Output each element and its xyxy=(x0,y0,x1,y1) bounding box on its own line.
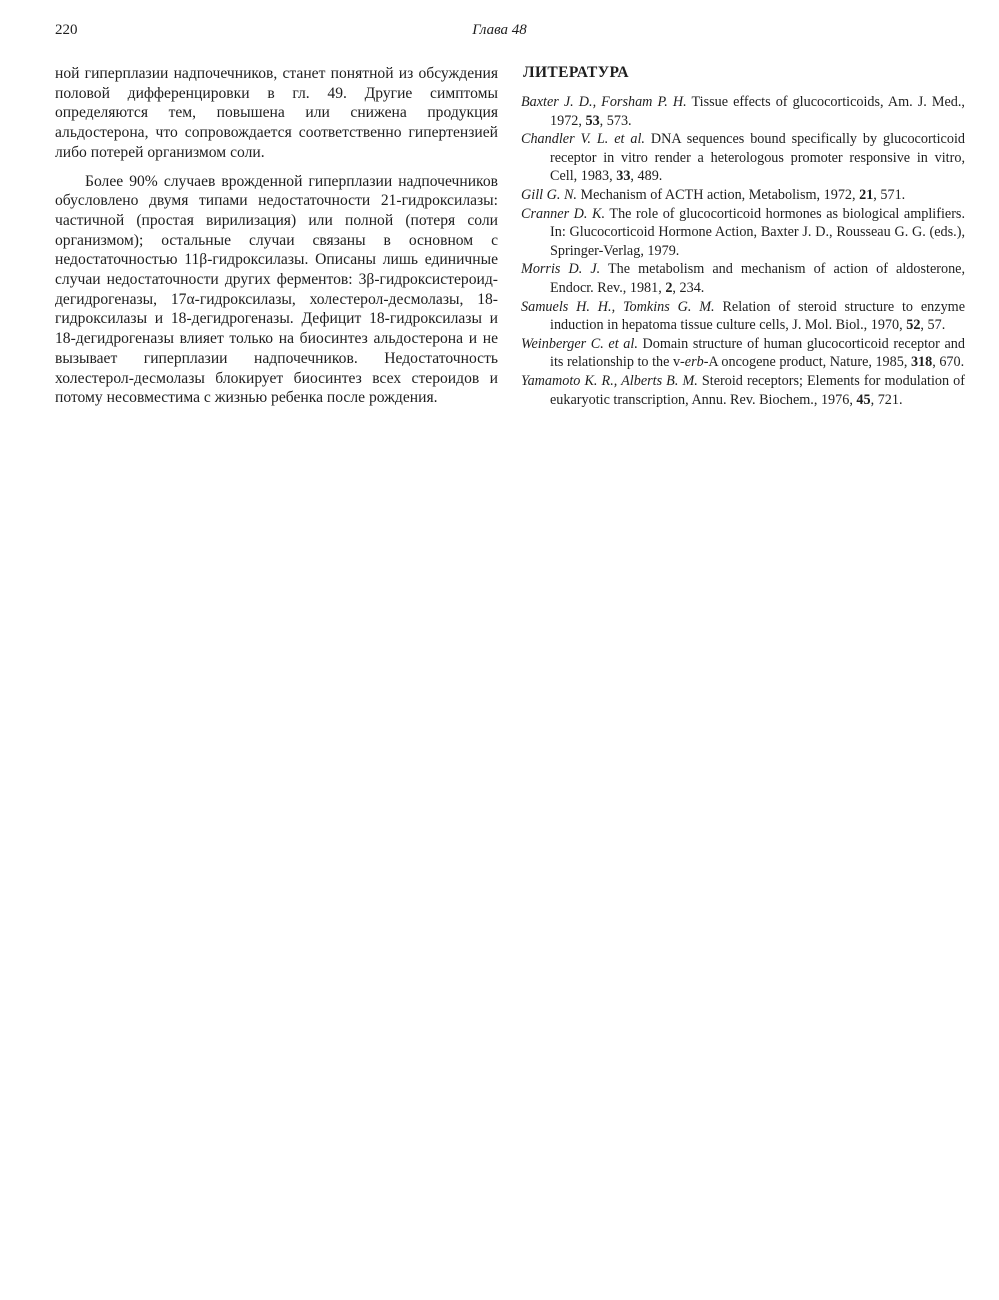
reference-item: Baxter J. D., Forsham P. H. Tissue effects of glucocorticoids, Am. J. Med., 1972, 53, 573. xyxy=(521,94,965,129)
reference-authors: Morris D. J. xyxy=(521,261,601,278)
reference-volume: 318 xyxy=(910,354,933,371)
reference-item: Gill G. N. Mechanism of ACTH action, Metabolism, 1972, 21, 571. xyxy=(521,186,906,203)
reference-volume: 2 xyxy=(665,279,673,296)
reference-item: Samuels H. H., Tomkins G. M. Relation of steroid structure to enzyme induction in hepatoma tissue culture cells, J. Mol. Biol., 1970, 52, 57. xyxy=(521,298,965,334)
page-number: 220 xyxy=(55,22,78,38)
chapter-title: Глава 48 xyxy=(472,22,527,38)
reference-list xyxy=(521,93,965,409)
paragraph: Более 90% случаев врожденной гиперплазии надпочечников обусловлено двумя типами недостаточности 21-гидроксилазы: частичной (простая вирилизация) или полной (потеря соли организмом); остальные случаи связаны в основном с недостаточностью 11β-гидроксилазы. Описаны лишь единичные случаи недостаточности других ферментов: 3β-гидроксистероид-дегидрогеназы, 17α-гидроксилазы, холестерол-десмолазы, 18-гидроксилазы и 18-дегидрогеназы. Дефицит 18-гидроксилазы и 18-дегидрогеназы влияет только на биосинтез альдостерона и не вызывает гиперплазии надпочечников. Недостаточность холестерол-десмолазы блокирует биосинтез всех стероидов и потому несовместима с жизнью ребенка после рождения. xyxy=(55,172,498,407)
paragraph: ной гиперплазии надпочечников, станет понятной из обсуждения половой дифференцировки в гл. 49. Другие симптомы определяются тем, повышена или снижена продукция альдостерона, что сопровождается соответственно гипертензией либо потерей организмом соли. xyxy=(55,65,498,161)
literature-section xyxy=(521,64,965,409)
reference-volume: 45 xyxy=(856,391,871,408)
reference-volume: 53 xyxy=(585,112,600,129)
reference-item: Chandler V. L. et al. DNA sequences bound specifically by glucocorticoid receptor in vitro render a heterologous promoter responsive in vitro, Cell, 1983, 33, 489. xyxy=(521,131,965,185)
main-text-column xyxy=(55,64,498,408)
reference-authors: Yamamoto K. R., Alberts B. M. xyxy=(521,372,698,389)
reference-authors: Samuels H. H., Tomkins G. M. xyxy=(521,298,715,315)
reference-volume: 52 xyxy=(906,317,921,334)
reference-item: Weinberger C. et al. Domain structure of human glucocorticoid receptor and its relationship to the v-erb-A oncogene product, Nature, 1985, 318, 670. xyxy=(521,335,965,371)
reference-volume: 33 xyxy=(616,168,631,185)
reference-item: Cranner D. K. The role of glucocorticoid hormones as biological amplifiers. In: Glucocorticoid Hormone Action, Baxter J. D., Rousseau G. G. (eds.), Springer-Verlag, 1979. xyxy=(521,205,965,259)
page-header xyxy=(55,22,944,46)
literature-heading: ЛИТЕРАТУРА xyxy=(523,64,629,81)
reference-authors: Baxter J. D., Forsham P. H. xyxy=(521,94,687,110)
reference-authors: Chandler V. L. et al. xyxy=(521,131,645,148)
reference-volume: 21 xyxy=(859,186,874,203)
reference-authors: Weinberger C. et al. xyxy=(521,335,638,352)
reference-item: Morris D. J. The metabolism and mechanism of action of aldosterone, Endocr. Rev., 1981, 2, 234. xyxy=(521,261,966,296)
reference-authors: Cranner D. K. xyxy=(521,205,606,222)
reference-item: Yamamoto K. R., Alberts B. M. Steroid receptors; Elements for modulation of eukaryotic transcription, Annu. Rev. Biochem., 1976, 45, 721. xyxy=(521,372,965,408)
reference-authors: Gill G. N. xyxy=(521,186,577,203)
